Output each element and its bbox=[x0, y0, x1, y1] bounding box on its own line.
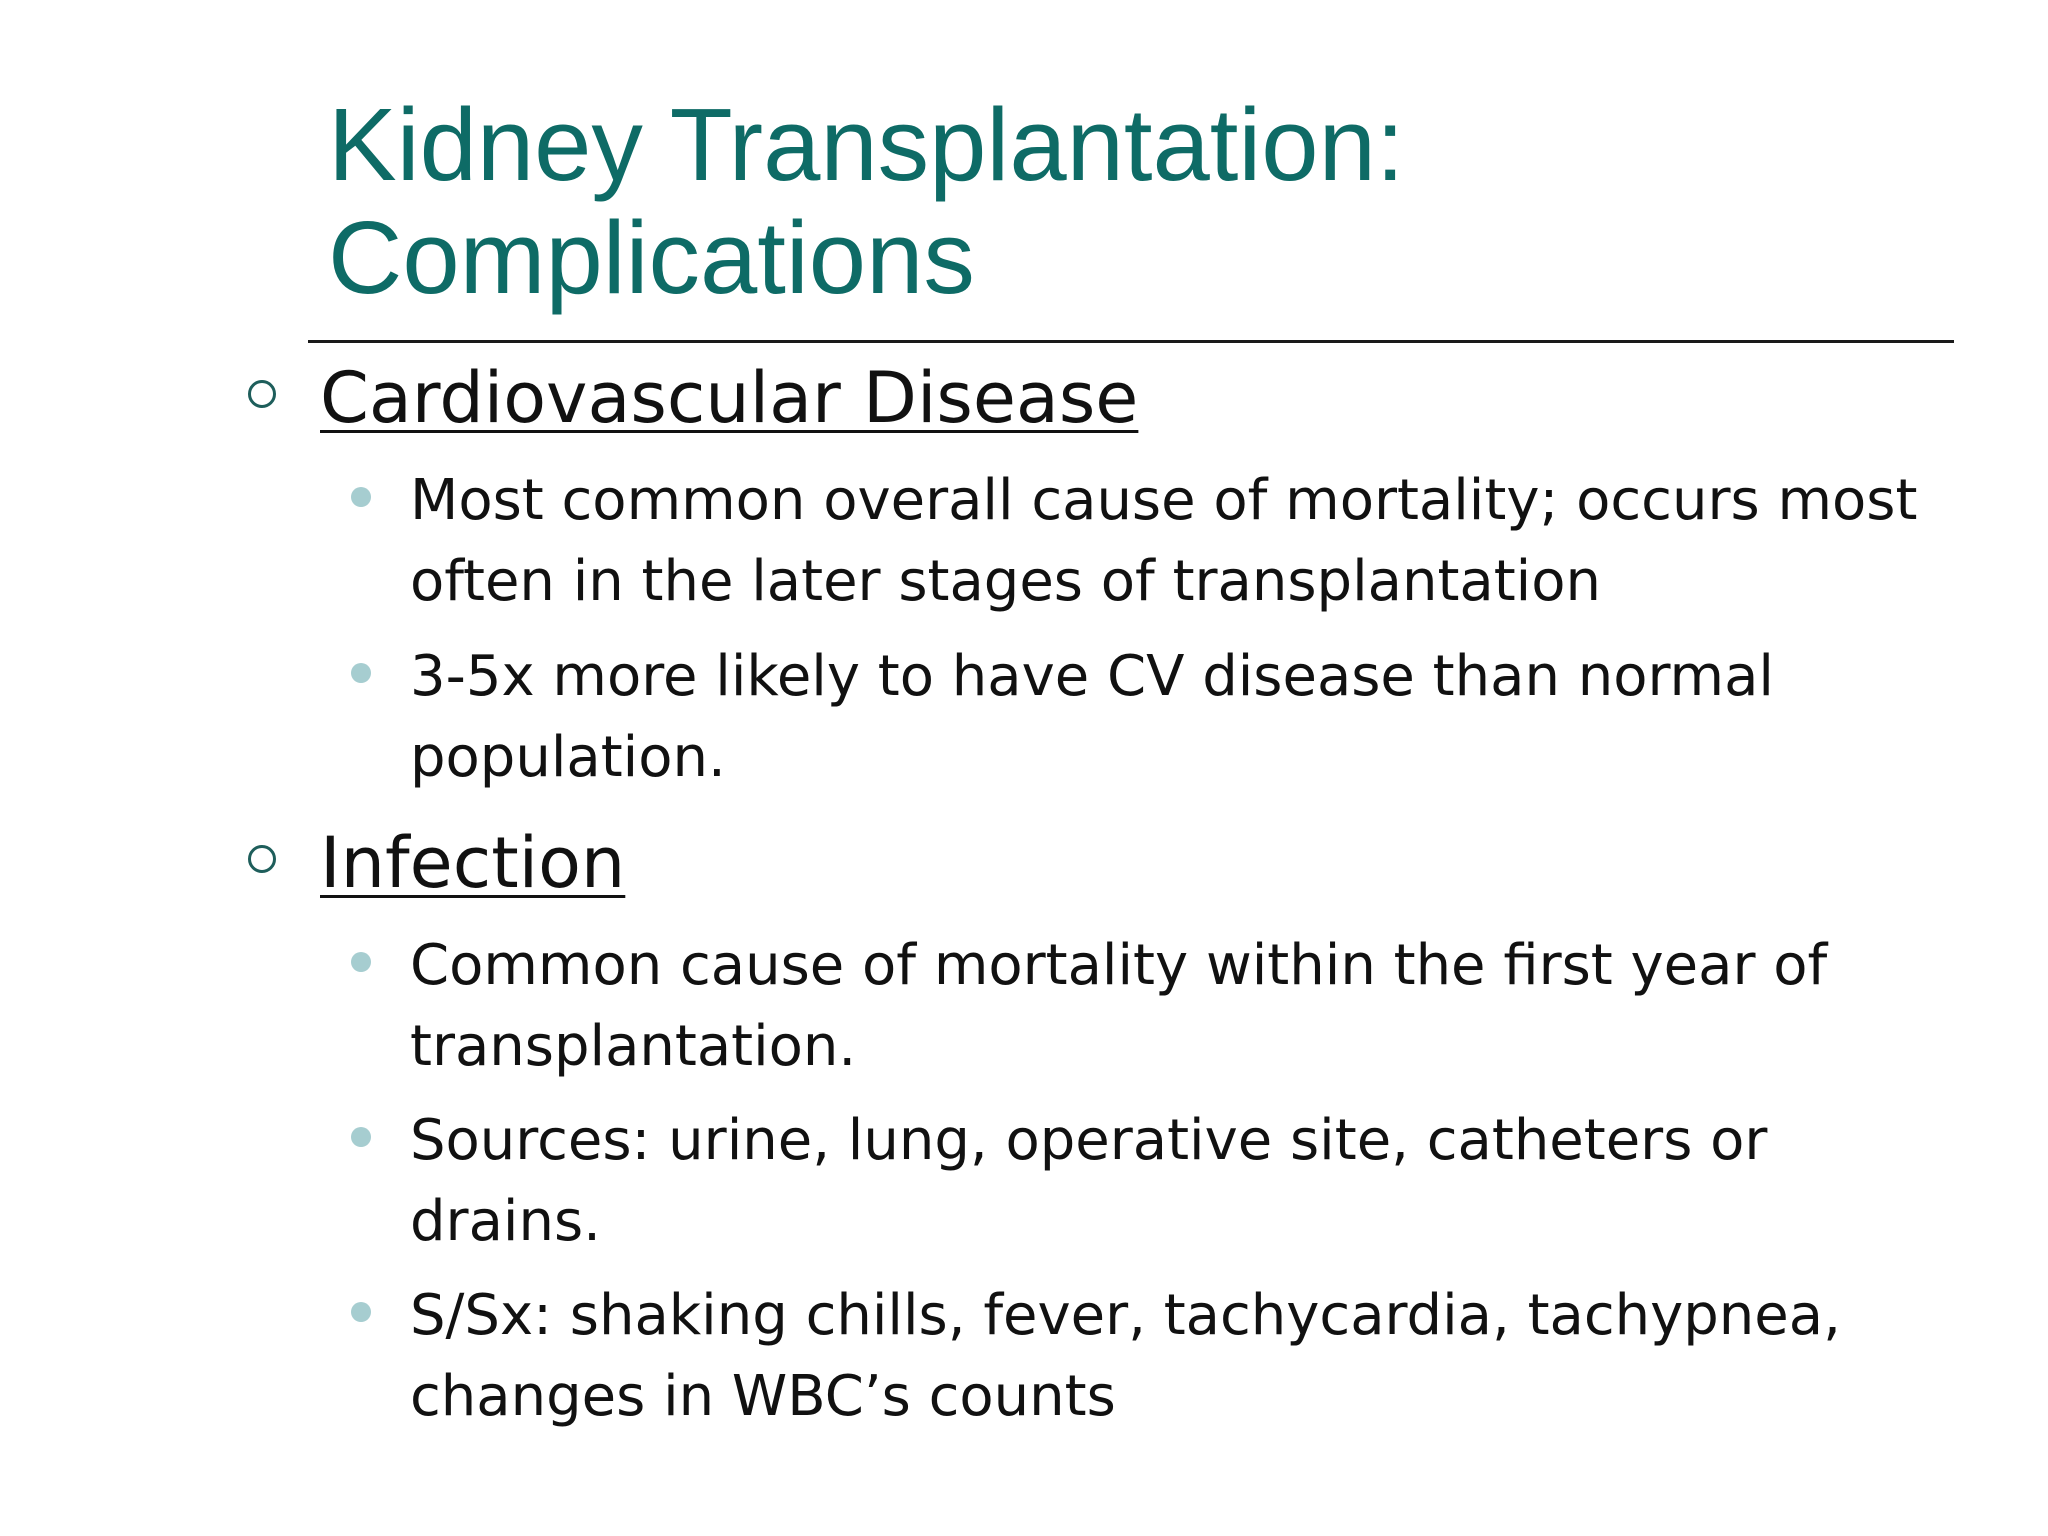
list-item: Common cause of mortality within the first year of transplantation. bbox=[410, 933, 1828, 1079]
section-heading-infection: Infection bbox=[320, 822, 626, 904]
list-item: Most common overall cause of mortality; occurs most often in the later stages of transplantation bbox=[410, 468, 1918, 614]
dot-bullet-icon bbox=[351, 952, 371, 972]
slide-title-line-1: Kidney Transplantation: bbox=[328, 87, 1405, 202]
hollow-circle-bullet-icon bbox=[248, 845, 276, 873]
dot-bullet-icon bbox=[351, 1127, 371, 1147]
dot-bullet-icon bbox=[351, 487, 371, 507]
hollow-circle-bullet-icon bbox=[248, 380, 276, 408]
dot-bullet-icon bbox=[351, 663, 371, 683]
list-item: S/Sx: shaking chills, fever, tachycardia, tachypnea, changes in WBC’s counts bbox=[410, 1283, 1841, 1429]
list-item: 3-5x more likely to have CV disease than normal population. bbox=[410, 644, 1774, 790]
dot-bullet-icon bbox=[351, 1302, 371, 1322]
slide-title-line-2: Complications bbox=[328, 200, 975, 315]
section-heading-cardiovascular: Cardiovascular Disease bbox=[320, 357, 1139, 439]
list-item: Sources: urine, lung, operative site, catheters or drains. bbox=[410, 1108, 1768, 1254]
